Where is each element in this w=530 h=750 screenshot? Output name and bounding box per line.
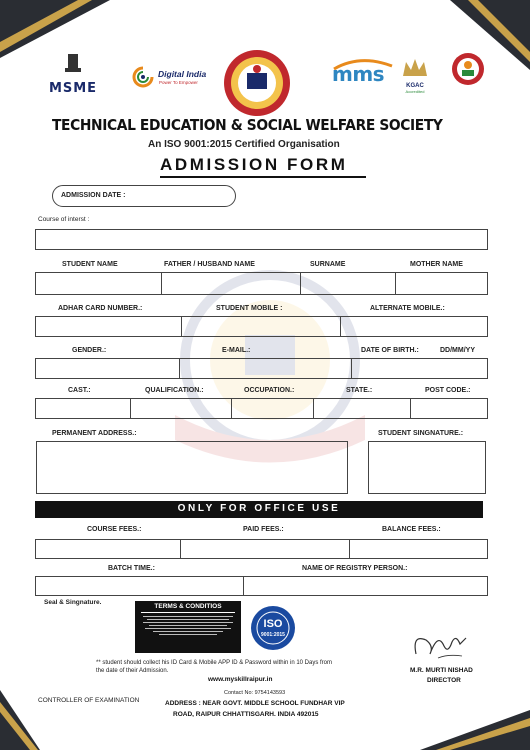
batch-registry-field[interactable] [35, 576, 488, 596]
form-title: ADMISSION FORM [160, 155, 348, 174]
kgac-logo [400, 56, 430, 92]
batch-time-label: BATCH TIME.: [108, 565, 155, 572]
msme-logo-text: MSME [48, 81, 98, 96]
director-signature [408, 624, 470, 664]
national-emblem-icon [46, 52, 100, 76]
background-row-divider [231, 398, 232, 419]
post-code-label: POST CODE.: [425, 387, 471, 394]
address-line-2: ROAD, RAIPUR CHHATTISGARH. INDIA 492015 [173, 711, 319, 718]
course-fees-label: COURSE FEES.: [87, 526, 142, 533]
surname-label: SURNAME [310, 261, 346, 268]
iso-badge-subtext: 9001:2015 [261, 632, 285, 638]
personal-row-divider [351, 358, 352, 379]
society-emblem-logo [222, 48, 292, 118]
terms-title: TERMS & CONDITIOS [154, 603, 222, 610]
address-line-1: ADDRESS : NEAR GOVT. MIDDLE SCHOOL FUNDHAR VIP [165, 700, 345, 707]
qualification-label: QUALIFICATION.: [145, 387, 204, 394]
adhar-card-label: ADHAR CARD NUMBER.: [58, 305, 143, 312]
corner-decoration-bottom-left [0, 690, 40, 750]
website-url: www.myskillraipur.in [208, 676, 273, 683]
permanent-address-label: PERMANENT ADDRESS.: [52, 430, 137, 437]
terms-box [135, 601, 241, 653]
student-signature-label: STUDENT SINGNATURE.: [378, 430, 464, 437]
mother-name-label: MOTHER NAME [410, 261, 463, 268]
digital-india-text: Digital India [158, 69, 207, 79]
student-mobile-label: STUDENT MOBILE : [216, 305, 283, 312]
paid-fees-label: PAID FEES.: [243, 526, 284, 533]
background-row-field[interactable] [35, 398, 488, 419]
kgac-sub: Accredited [405, 89, 425, 94]
terms-fine-print [143, 616, 233, 635]
corner-decoration-bottom-right [420, 710, 530, 750]
mms-logo-text: mms [332, 62, 385, 86]
name-row-divider [161, 272, 162, 295]
mms-logo [330, 58, 400, 88]
id-card-notice: ** student should collect his ID Card & Mobile APP ID & Password within in 10 Days from the date of their Admission. [96, 660, 332, 674]
director-name: M.R. MURTI NISHAD [410, 667, 473, 674]
personal-row-divider [179, 358, 180, 379]
msme-logo [46, 52, 100, 94]
balance-fees-label: BALANCE FEES.: [382, 526, 441, 533]
contact-row-divider [340, 316, 341, 337]
contact-row-divider [181, 316, 182, 337]
course-of-interest-field[interactable] [35, 229, 488, 250]
iso-badge-text: ISO [263, 618, 283, 630]
iso-badge [250, 605, 296, 651]
kgac-crown-icon [400, 56, 430, 78]
batch-registry-divider [243, 576, 244, 596]
fees-row-divider [349, 539, 350, 559]
name-row-divider [395, 272, 396, 295]
name-row-divider [300, 272, 301, 295]
swachh-badge-logo [451, 52, 485, 86]
state-label: STATE.: [346, 387, 373, 394]
background-row-divider [130, 398, 131, 419]
fees-row-divider [180, 539, 181, 559]
cast-label: CAST.: [68, 387, 91, 394]
corner-decoration-top-left [0, 0, 120, 60]
alternate-mobile-label: ALTERNATE MOBILE.: [370, 305, 445, 312]
fees-row-field[interactable] [35, 539, 488, 559]
terms-divider [141, 612, 235, 613]
email-label: E-MAIL.: [222, 347, 251, 354]
permanent-address-field[interactable] [36, 441, 348, 494]
gender-label: GENDER.: [72, 347, 107, 354]
office-use-banner-text: ONLY FOR OFFICE USE [177, 503, 341, 514]
date-of-birth-label: DATE OF BIRTH.: [361, 347, 419, 354]
contact-number: Contact No: 9754143593 [224, 690, 286, 696]
digital-india-mark-icon [132, 66, 154, 88]
background-row-divider [410, 398, 411, 419]
student-signature-field[interactable] [368, 441, 486, 494]
background-row-divider [313, 398, 314, 419]
registry-person-label: NAME OF REGISTRY PERSON.: [302, 565, 408, 572]
director-title: DIRECTOR [427, 677, 461, 684]
father-husband-name-label: FATHER / HUSBAND NAME [164, 261, 255, 268]
contact-row-field[interactable] [35, 316, 488, 337]
course-of-interest-label: Course of interst : [38, 216, 90, 223]
name-row-field[interactable] [35, 272, 488, 295]
occupation-label: OCCUPATION.: [244, 387, 295, 394]
personal-row-field[interactable] [35, 358, 488, 379]
iso-certification-line: An ISO 9001:2015 Certified Organisation [148, 139, 340, 150]
student-name-label: STUDENT NAME [62, 261, 118, 268]
kgac-text: KGAC [406, 83, 424, 89]
digital-india-logo [132, 66, 222, 90]
form-title-underline [160, 176, 366, 178]
controller-of-examination-label: CONTROLLER OF EXAMINATION [38, 697, 140, 704]
seal-signature-label: Seal & Singnature. [44, 599, 102, 606]
organisation-name: TECHNICAL EDUCATION & SOCIAL WELFARE SOCIETY [52, 116, 443, 134]
digital-india-tagline: Power To Empower [159, 80, 198, 85]
dob-format-hint: DD/MM/YY [440, 347, 475, 354]
admission-date-label: ADMISSION DATE : [61, 192, 126, 199]
